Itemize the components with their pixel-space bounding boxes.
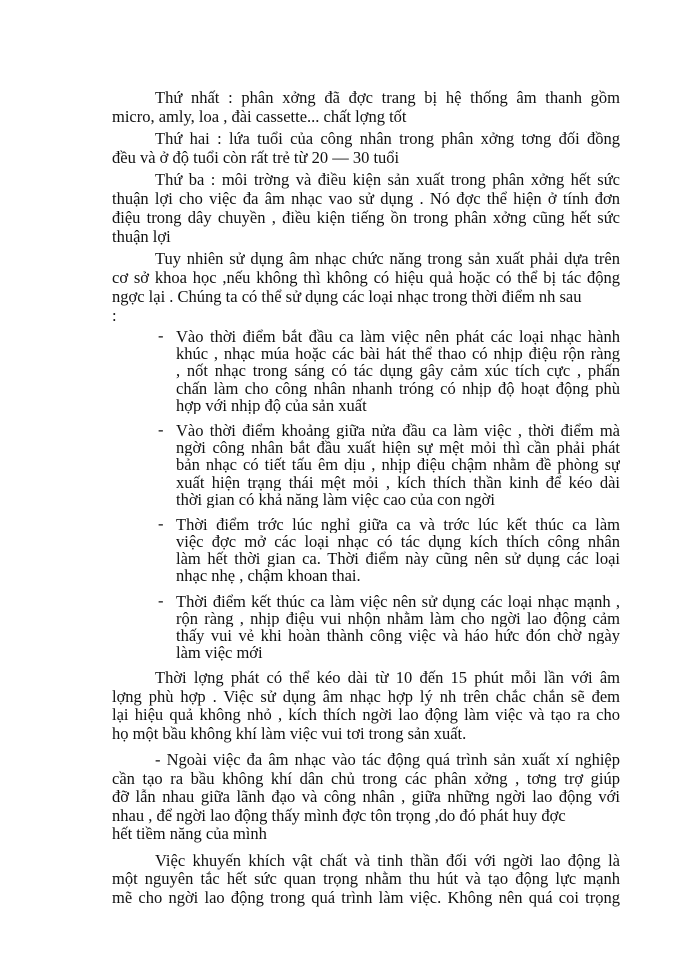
text-line: Tuy nhiên sử dụng âm nhạc chức năng trong sản xuất phải dựa trên	[155, 249, 620, 268]
bullet-list	[112, 328, 620, 661]
text-line: Vào thời điểm khoảng giữa nửa đầu ca làm việc , thời điểm mà	[176, 421, 620, 440]
text-line: mẽ cho ngời lao động trong quá trình làm việc. Không nên quá coi trọng	[112, 888, 620, 907]
paragraph	[112, 170, 620, 246]
bullet-item	[112, 419, 620, 508]
text-line: điệu trong dây chuyền , điều kiện tiếng ồn trong phân xởng cũng hết sức	[112, 208, 620, 227]
text-line: ngời công nhân bắt đầu xuất hiện sự mệt mỏi thì cần phải phát	[176, 439, 620, 457]
text-line: nhau , để ngời lao động thấy mình đợc tôn trọng ,do đó phát huy đợc	[112, 806, 566, 825]
paragraph	[112, 129, 620, 167]
text-line: cơ sở khoa học ,nếu không thì không có hiệu quả hoặc có thể bị tác động	[112, 268, 620, 287]
text-line: - Ngoài việc đa âm nhạc vào tác động quá trình sản xuất xí nghiệp	[155, 751, 620, 770]
bullet-dash: -	[158, 419, 164, 439]
text-line: cần tạo ra bầu không khí dân chủ trong các phân xởng , tơng trợ giúp	[112, 769, 620, 788]
bullet-item	[112, 328, 620, 414]
text-line: lại hiệu quả không nhỏ , kích thích ngời lao động làm việc và tạo ra cho	[112, 706, 620, 725]
paragraph	[112, 88, 620, 126]
bullet-dash: -	[158, 590, 164, 610]
text-line: đều và ở độ tuổi còn rất trẻ từ 20 — 30 tuổi	[112, 148, 400, 167]
text-line: hợp với nhịp độ của sản xuất	[176, 396, 367, 414]
text-line: :	[112, 306, 117, 325]
paragraph	[112, 249, 620, 325]
text-line: họ một bầu không khí làm việc vui tơi trong sản xuất.	[112, 724, 467, 743]
text-line: làm hết thời gian ca. Thời điểm này cũng nên sử dụng các loại	[176, 550, 620, 568]
paragraph	[112, 669, 620, 743]
text-line: chấn làm cho công nhân nhanh tróng có nhịp độ hoạt động phù	[176, 379, 620, 397]
text-line: Thứ nhất : phân xởng đã đợc trang bị hệ thống âm thanh gồm	[155, 88, 620, 107]
text-line: Thời lợng phát có thể kéo dài từ 10 đến 15 phút mỗi lần với âm	[155, 669, 620, 688]
text-line: Việc khuyến khích vật chất và tinh thần đối với ngời lao động là	[155, 851, 620, 870]
text-line: thuận lợi cho việc đa âm nhạc vao sử dụng . Nó đợc thể hiện ở tính đơn	[112, 189, 620, 208]
text-line: đỡ lẫn nhau giữa lãnh đạo và công nhân , giữa những ngời lao động với	[112, 788, 620, 807]
text-line: thời gian có khả năng làm việc cao của con ngời	[176, 490, 495, 508]
text-line: hết tiềm năng của mình	[112, 825, 267, 844]
closing-paragraphs	[112, 669, 620, 907]
text-line: rộn ràng , nhịp điệu vui nhộn nhằm làm cho ngời lao động cảm	[176, 609, 620, 627]
text-line: thấy vui vẻ khi hoàn thành công việc và háo hức đón chờ ngày	[176, 627, 620, 645]
paragraph	[112, 852, 620, 908]
text-line: Vào thời điểm bắt đầu ca làm việc nên phát các loại nhạc hành	[176, 328, 620, 346]
bullet-item	[112, 590, 620, 662]
text-line: làm việc mới	[176, 644, 263, 662]
bullet-item	[112, 513, 620, 585]
text-line: ngợc lại . Chúng ta có thể sử dụng các loại nhạc trong thời điểm nh sau	[112, 287, 582, 306]
text-line: Thời điểm trớc lúc nghỉ giữa ca và trớc lúc kết thúc ca làm	[176, 515, 620, 534]
text-line: bản nhạc có tiết tấu êm dịu , nhịp điệu chậm nhằm đề phòng sự	[176, 456, 620, 474]
text-line: một nguyên tắc hết sức quan trọng nhằm thu hút và tạo động lực mạnh	[112, 870, 620, 889]
text-line: thuận lợi	[112, 227, 171, 246]
text-line: lợng phù hợp . Việc sử dụng âm nhạc hợp lý nh trên chắc chắn sẽ đem	[112, 687, 620, 706]
text-line: xuất hiện trạng thái mệt mỏi , kích thích thần kinh để kéo dài	[176, 473, 620, 491]
document-page	[112, 88, 620, 915]
intro-paragraphs	[112, 88, 620, 325]
text-line: nhạc nhẹ , chậm khoan thai.	[176, 567, 361, 585]
text-line: Thứ ba : môi trờng và điều kiện sản xuất trong phân xởng hết sức	[155, 170, 620, 189]
text-line: Thứ hai : lứa tuổi của công nhân trong phân xởng tơng đối đồng	[155, 129, 620, 148]
text-line: Thời điểm kết thúc ca làm việc nên sử dụng các loại nhạc mạnh ,	[176, 592, 620, 610]
text-line: micro, amly, loa , đài cassette... chất lợng tốt	[112, 107, 407, 126]
text-line: , nốt nhạc trong sáng có tác dụng gây cảm xúc tích cực , phấn	[176, 362, 620, 380]
bullet-dash: -	[158, 513, 164, 533]
text-line: khúc , nhạc múa hoặc các bài hát thể thao có nhịp điệu rộn ràng	[176, 345, 620, 363]
paragraph	[112, 751, 620, 844]
text-line: việc đợc mở các loại nhạc có tác dụng kích thích công nhân	[176, 533, 620, 551]
bullet-dash: -	[158, 326, 164, 345]
